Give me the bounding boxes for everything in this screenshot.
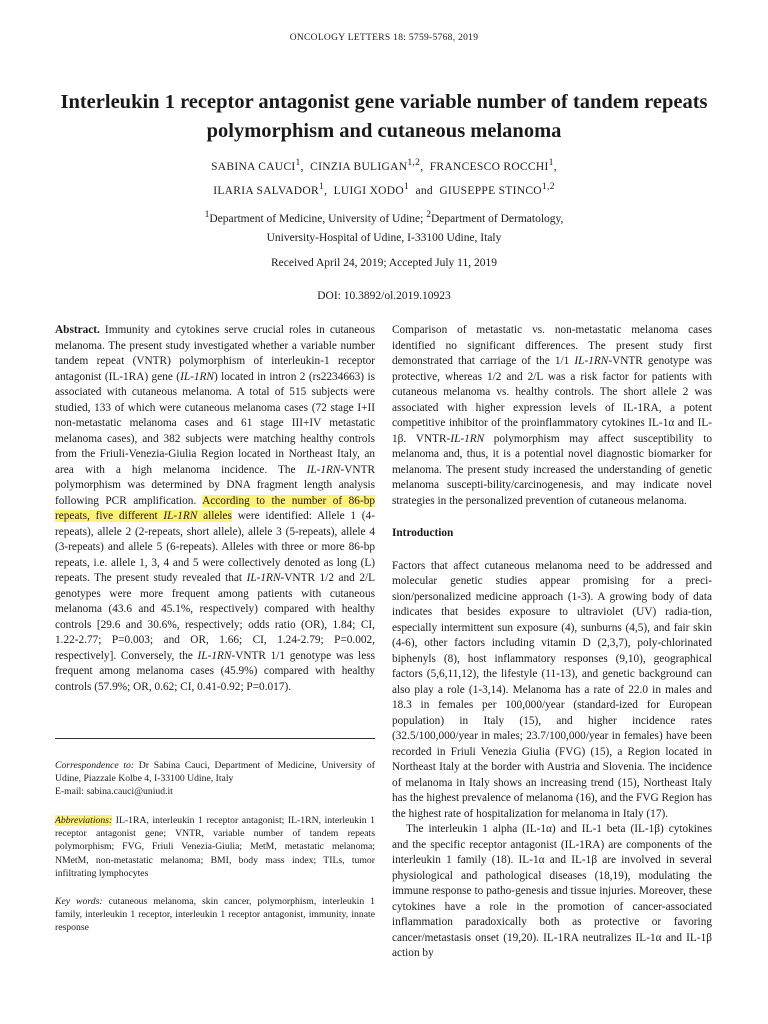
footnote-text: cutaneous melanoma, skin cancer, polymorphism, interleukin 1 family, interleukin 1 receptor, interleukin 1 receptor antagonist, immunity, innate response: [55, 896, 375, 934]
intro-paragraph: The interleukin 1 alpha (IL-1α) and IL-1 beta (IL-1β) cytokines and the specific receptor antagonist (IL-1RA) are components of the interleukin 1 family (18). IL-1α and IL-1β are involved in several physiological and pathological diseases (18,19), modulating the immune response to patho-genesis and tissue injuries. Moreover, these cytokines have a role in the promotion of cancer-associated inflammation paradoxically both as protective or favoring cancer/metastasis onset (19,20). IL-1RA neutralizes IL-1α and IL-1β action by: [392, 823, 712, 959]
abstract-label: Abstract.: [55, 324, 100, 336]
right-column: [392, 323, 712, 962]
abstract-text: polymorphism may affect susceptibility to melanoma and, thus, it is a potential novel diagnostic biomarker for melanoma. The present study increased the understanding of genetic melanoma suscepti-bility/carcinogenesis, and may indicate novel strategies in the personalized prevention of cutaneous melanoma.: [392, 432, 712, 507]
affil-mark: 1: [295, 157, 301, 168]
gene-name: IL-1RN: [197, 649, 232, 662]
gene-name: IL-1RN: [450, 432, 485, 445]
author: LUIGI XODO: [333, 184, 404, 197]
author: SABINA CAUCI: [211, 160, 296, 173]
abbreviations-footnote: [55, 814, 375, 880]
affiliation-text: Department of Medicine, University of Udine;: [209, 212, 427, 225]
affil-mark: 1,2: [541, 180, 555, 192]
abstract-text: Immunity and cytokines serve crucial roles in cutaneous melanoma. The present study investigated whether a variable number tandem repeat (VNTR) polymorphism of interleukin-1 receptor antagonist (IL-1RA) gene (: [55, 324, 375, 383]
abstract-text: -VNTR 1/2 and 2/L genotypes were more frequent among patients with cutaneous melanoma (43.6 and 45.1%, respectively) compared with healthy controls [29.6 and 30.6%, respectively; odds ratio (OR), 1.84; CI, 1.22-2.77; P=0.003; and OR, 1.66; CI, 1.24-2.79; P=0.002, respectively]. Conversely, the: [55, 572, 376, 662]
intro-paragraph: Factors that affect cutaneous melanoma need to be addressed and molecular genetic studies appear promising for a preci-sion/personalized medicine approach (1-3). A growing body of data indicates that besides exposure to ultraviolet (UV) radia-tion, especially intermittent sun exposure (4), sunburns (4,5), and fair skin (4-6), other factors including vitamin D (2,3,7), poly-chlorinated biphenyls (8), host inflammatory responses (9,10), geographical factors (5,6,11,12), the lifestyle (11-13), and genetic background can also play a role (1-3,14). Melanoma has a rate of 22.0 in males and 18.3 in females per 100,000/year (standard-ized for European population) in Italy (15), and higher incidence rates (32.5/100,000/year in males; 23.7/100,000/year in females) have been recorded in Friuli Venezia Giulia (FVG) (15), a Region located in Northeast Italy at the border with Austria and Slovenia. The incidence of melanoma in Italy shows an increasing trend (15), Northeast Italy has the highest prevalence of melanoma (16), and the FVG Region has the highest rate of hospitalization for melanoma in Italy (17).: [392, 559, 712, 820]
affiliation-text: Department of Dermatology,: [431, 212, 564, 225]
corresponding-email: E-mail: sabina.cauci@uniud.it: [55, 786, 173, 798]
affiliations: [60, 205, 708, 248]
correspondence-footnote: [55, 759, 375, 799]
footnote-text: IL-1RA, interleukin 1 receptor antagonist; IL-1RN, interleukin 1 receptor antagonist gene; VNTR, variable number of tandem repeats polymorphism; FVG, Friuli Venezia-Giulia; MetM, metastatic melanoma; NMetM, non-metastatic melanoma; BMI, body mass index; TILs, tumor infiltrating lymphocytes: [55, 815, 375, 879]
gene-name: IL-1RN: [574, 355, 609, 367]
received-dates: Received April 24, 2019; Accepted July 11, 2019: [270, 257, 498, 269]
abstract-paragraph-continued: [392, 323, 712, 509]
doi: DOI: 10.3892/ol.2019.10923: [317, 290, 451, 302]
abstract-text: -VNTR genotype was protective, whereas 1/2 and 2/L was a risk factor for patients with cutaneous melanoma vs. healthy controls. The short allele 2 was associated with higher expression levels of IL-1RA, a potent competitive inhibitor of the proinflammatory cytokines IL-1α and IL-1β. VNTR-: [392, 355, 712, 445]
highlight-text: According to the number of 86-bp repeats, five different: [55, 494, 376, 522]
footnote-divider: [55, 738, 375, 739]
affil-mark: 1: [548, 157, 554, 168]
affil-mark: 1: [318, 180, 325, 192]
section-heading-introduction: Introduction: [392, 527, 454, 539]
abstract-text: ) located in intron 2 (rs2234663) is associated with cutaneous melanoma. A total of 515 subjects were studied, 133 of which were cutaneous melanoma cases (72 stage I+II non-metastatic melanoma cases and 61 stage III+IV metastatic melanoma cases), and 382 subjects were matching healthy controls from the Friuli-Venezia-Giulia Region located in Northeast Italy, an area with a high melanoma incidence. The: [55, 370, 375, 476]
abstract-text: -VNTR polymorphism was determined by DNA fragment length analysis following PCR amplification.: [55, 463, 375, 507]
highlight-text: alleles: [197, 510, 232, 522]
affil-mark: 2: [426, 209, 431, 220]
abstract-left-column: [55, 323, 375, 695]
abstract-text: Comparison of metastatic vs. non-metastatic melanoma cases identified no significant differences. The present study first demonstrated that carriage of the 1/1: [392, 324, 712, 367]
paper-title: Interleukin 1 receptor antagonist gene variable number of tandem repeats polymorphism and cutaneous melanoma: [60, 91, 708, 142]
author-conjunction: and: [415, 184, 433, 197]
abstract-text: were identified: Allele 1 (4-repeats), allele 2 (2-repeats, short allele), allele 3 (5-repeats), allele 4 (3-repeats) and allele 5 (6-repeats). Alleles with three or more 86-bp repeats, i.e. allele 1, 3, 4 and 5 were collectively denoted as long (L) repeats. The present study revealed that: [55, 510, 375, 584]
footnote-text: Dr Sabina Cauci, Department of Medicine, University of Udine, Piazzale Kolbe 4, I-33100 Udine, Italy: [55, 760, 375, 785]
author: ILARIA SALVADOR: [213, 184, 319, 197]
abstract-paragraph: [55, 323, 375, 695]
affil-mark: 1: [204, 209, 210, 220]
author-list: SABINA CAUCI$^1$, CINZIA BULIGAN$^{1,2}$, FRANCESCO ROCCHI$^1$, ILARIA SALVADOR$^1$, LUIGI XODO$^1$ and GIUSEPPE STINCO$^{1,2}$: [211, 157, 557, 197]
gene-name: IL-1RN: [163, 510, 198, 522]
running-head: ONCOLOGY LETTERS 18: 5759-5768, 2019: [289, 33, 479, 43]
affiliation-text: University-Hospital of Udine, I-33100 Udine, Italy: [266, 231, 502, 244]
author: CINZIA BULIGAN: [310, 160, 408, 173]
footnote-label: Key words:: [55, 896, 103, 907]
abstract-text: -VNTR 1/1 genotype was less frequent among melanoma cases (45.9%) compared with healthy controls (57.9%; OR, 0.62; CI, 0.41-0.92; P=0.017).: [55, 649, 375, 693]
footnote-label: Abbreviations:: [55, 815, 113, 826]
author: GIUSEPPE STINCO: [439, 184, 542, 197]
gene-name: IL-1RN: [306, 463, 341, 476]
keywords-footnote: [55, 895, 375, 935]
author: FRANCESCO ROCCHI: [429, 160, 549, 173]
gene-name: IL-1RN: [246, 572, 281, 584]
footnote-label: Correspondence to:: [55, 760, 135, 771]
gene-name: IL-1RN: [180, 370, 214, 383]
affil-mark: 1: [404, 180, 410, 192]
affil-mark: 1,2: [407, 157, 421, 168]
